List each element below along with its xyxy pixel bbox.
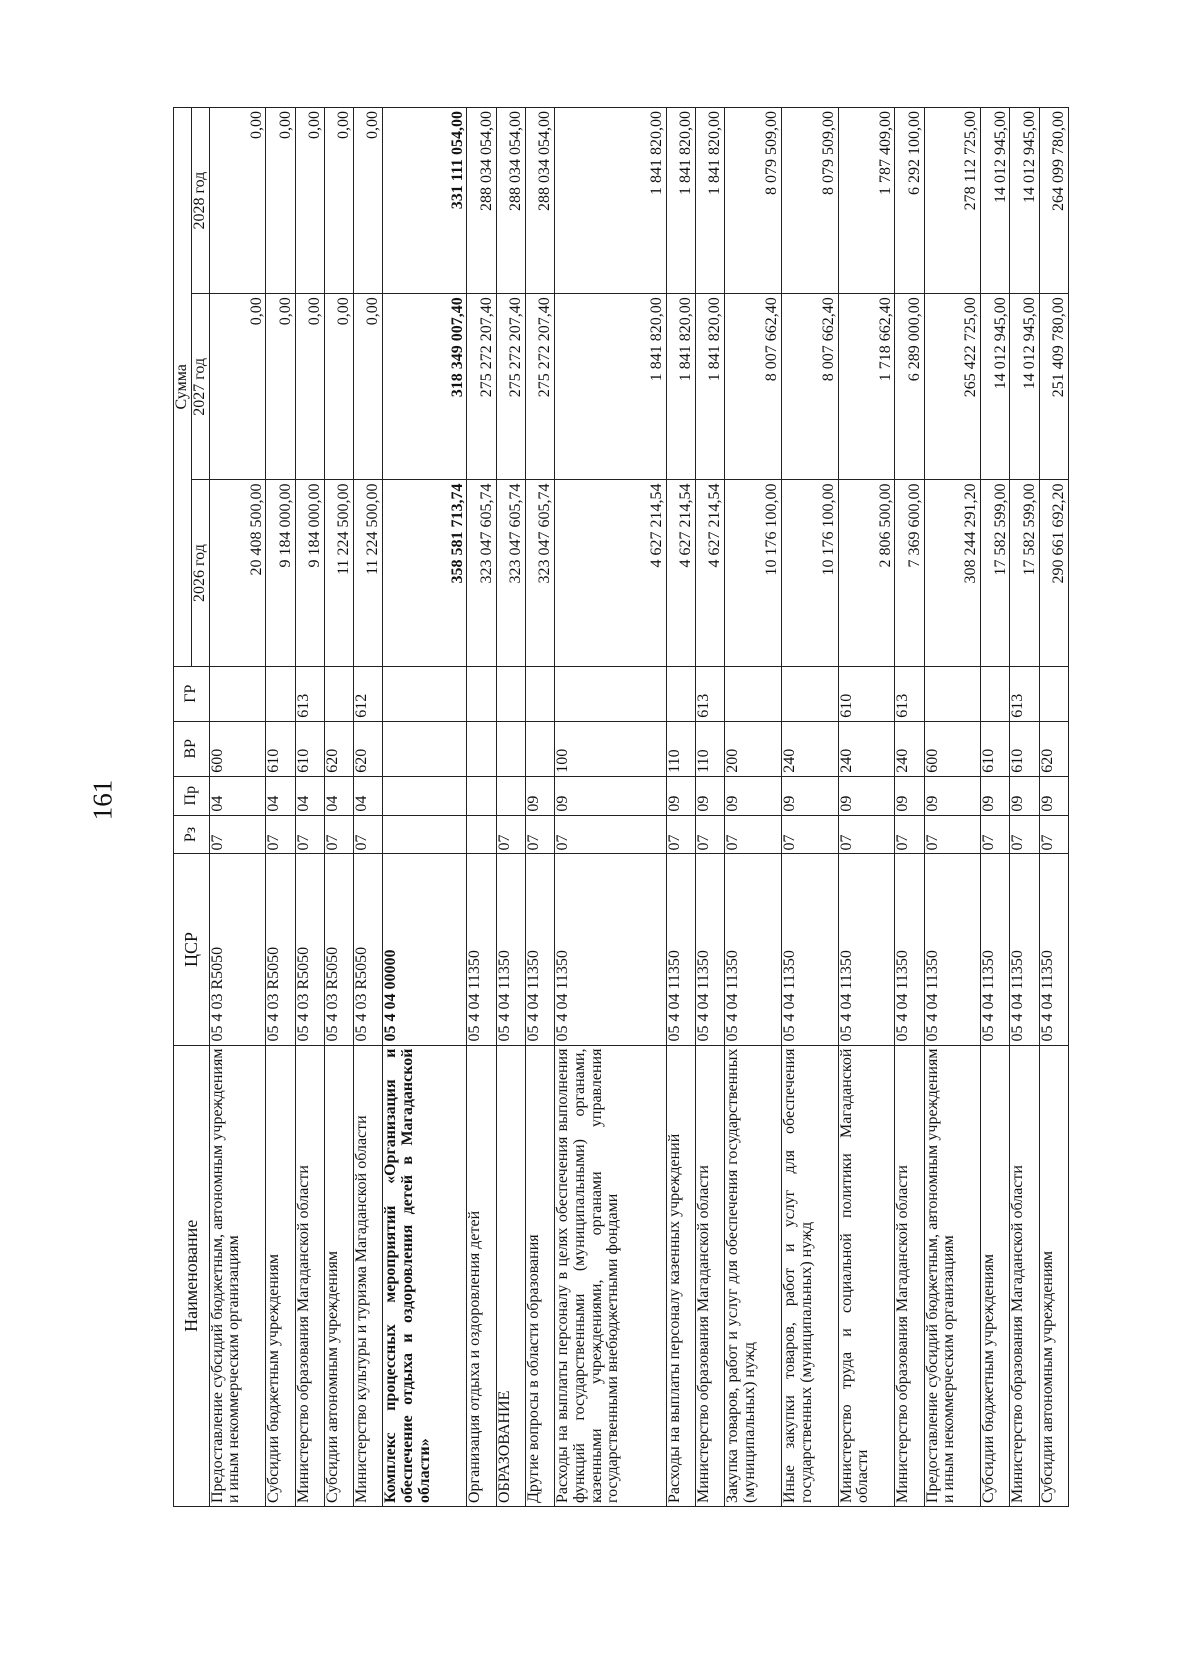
cell-pr: 09 (781, 776, 838, 815)
cell-gr (1039, 666, 1068, 721)
cell-name: Министерство труда и социальной политики Магаданской области (838, 1045, 895, 1506)
cell-sum-2026: 7 369 600,00 (895, 480, 924, 666)
cell-gr (725, 666, 782, 721)
cell-sum-2026: 17 582 599,00 (1010, 480, 1039, 666)
cell-gr: 612 (353, 666, 382, 721)
cell-name: Субсидии бюджетным учреждениям (266, 1045, 295, 1506)
cell-pr (496, 776, 525, 815)
cell-name: Субсидии автономным учреждениям (324, 1045, 353, 1506)
cell-pr: 04 (209, 776, 266, 815)
cell-rz: 07 (695, 815, 724, 854)
cell-name: Министерство образования Магаданской области (1010, 1045, 1039, 1506)
cell-name: Комплекс процессных мероприятий «Организация и обеспечение отдыха и оздоровления детей в Магаданской области» (383, 1045, 467, 1506)
cell-sum-2028: 1 841 820,00 (666, 108, 695, 294)
cell-rz: 07 (895, 815, 924, 854)
cell-vr: 110 (666, 721, 695, 776)
cell-gr: 613 (295, 666, 324, 721)
cell-vr: 200 (725, 721, 782, 776)
cell-pr: 04 (266, 776, 295, 815)
cell-sum-2028: 8 079 509,00 (781, 108, 838, 294)
table-row (266, 108, 295, 1507)
cell-rz: 07 (554, 815, 666, 854)
table-row (525, 108, 554, 1507)
cell-name: Субсидии автономным учреждениям (1039, 1045, 1068, 1506)
cell-pr: 09 (981, 776, 1010, 815)
cell-sum-2028: 0,00 (353, 108, 382, 294)
cell-sum-2028: 6 292 100,00 (895, 108, 924, 294)
header-rz: Рз (174, 815, 210, 854)
cell-sum-2028: 1 787 409,00 (838, 108, 895, 294)
cell-gr (467, 666, 496, 721)
cell-pr: 04 (295, 776, 324, 815)
header-year-2027: 2027 год (191, 294, 209, 480)
cell-rz: 07 (666, 815, 695, 854)
cell-pr: 09 (666, 776, 695, 815)
cell-rz: 07 (496, 815, 525, 854)
cell-csr: 05 4 03 R5050 (266, 854, 295, 1045)
table-row (695, 108, 724, 1507)
cell-vr: 240 (838, 721, 895, 776)
cell-csr: 05 4 03 R5050 (295, 854, 324, 1045)
cell-vr: 620 (353, 721, 382, 776)
cell-pr: 04 (353, 776, 382, 815)
cell-sum-2028: 288 034 054,00 (525, 108, 554, 294)
cell-pr: 09 (895, 776, 924, 815)
cell-pr: 09 (695, 776, 724, 815)
cell-vr: 240 (781, 721, 838, 776)
table-row (838, 108, 895, 1507)
cell-csr: 05 4 04 00000 (383, 854, 467, 1045)
cell-pr: 09 (554, 776, 666, 815)
cell-sum-2026: 323 047 605,74 (467, 480, 496, 666)
cell-gr: 613 (695, 666, 724, 721)
cell-name: Закупка товаров, работ и услуг для обеспечения государственных (муниципальных) нужд (725, 1045, 782, 1506)
cell-rz: 07 (1039, 815, 1068, 854)
cell-sum-2028: 288 034 054,00 (467, 108, 496, 294)
cell-csr: 05 4 03 R5050 (324, 854, 353, 1045)
cell-sum-2027: 14 012 945,00 (981, 294, 1010, 480)
table-row (209, 108, 266, 1507)
cell-vr: 610 (1010, 721, 1039, 776)
cell-sum-2026: 11 224 500,00 (353, 480, 382, 666)
cell-sum-2026: 4 627 214,54 (695, 480, 724, 666)
header-sum: Сумма (174, 108, 192, 667)
cell-sum-2027: 275 272 207,40 (467, 294, 496, 480)
cell-csr: 05 4 04 11350 (666, 854, 695, 1045)
cell-sum-2027: 0,00 (324, 294, 353, 480)
cell-vr: 610 (295, 721, 324, 776)
cell-rz: 07 (725, 815, 782, 854)
cell-pr: 09 (725, 776, 782, 815)
table-row (666, 108, 695, 1507)
table-row (353, 108, 382, 1507)
cell-sum-2026: 9 184 000,00 (295, 480, 324, 666)
cell-rz: 07 (266, 815, 295, 854)
cell-rz: 07 (353, 815, 382, 854)
cell-sum-2026: 20 408 500,00 (209, 480, 266, 666)
cell-vr: 600 (209, 721, 266, 776)
cell-sum-2027: 1 841 820,00 (695, 294, 724, 480)
cell-pr (383, 776, 467, 815)
cell-sum-2028: 0,00 (324, 108, 353, 294)
header-vr: ВР (174, 721, 210, 776)
table-row (895, 108, 924, 1507)
cell-csr: 05 4 04 11350 (981, 854, 1010, 1045)
cell-gr (781, 666, 838, 721)
cell-sum-2026: 323 047 605,74 (496, 480, 525, 666)
cell-sum-2027: 251 409 780,00 (1039, 294, 1068, 480)
cell-csr: 05 4 04 11350 (554, 854, 666, 1045)
table-row (725, 108, 782, 1507)
cell-name: Предоставление субсидий бюджетным, автономным учреждениям и иным некоммерческим организациям (924, 1045, 981, 1506)
cell-sum-2026: 17 582 599,00 (981, 480, 1010, 666)
page-number: 161 (87, 779, 118, 821)
header-pr: Пр (174, 776, 210, 815)
cell-csr: 05 4 04 11350 (838, 854, 895, 1045)
cell-sum-2028: 0,00 (209, 108, 266, 294)
table-row (1010, 108, 1039, 1507)
cell-rz (467, 815, 496, 854)
cell-sum-2026: 10 176 100,00 (781, 480, 838, 666)
cell-csr: 05 4 04 11350 (496, 854, 525, 1045)
cell-sum-2027: 1 841 820,00 (666, 294, 695, 480)
cell-csr: 05 4 04 11350 (1010, 854, 1039, 1045)
cell-sum-2027: 0,00 (266, 294, 295, 480)
cell-sum-2026: 11 224 500,00 (324, 480, 353, 666)
cell-sum-2027: 1 718 662,40 (838, 294, 895, 480)
cell-name: Министерство образования Магаданской области (695, 1045, 724, 1506)
cell-sum-2028: 331 111 054,00 (383, 108, 467, 294)
table-row (496, 108, 525, 1507)
cell-sum-2026: 358 581 713,74 (383, 480, 467, 666)
cell-sum-2028: 14 012 945,00 (1010, 108, 1039, 294)
cell-rz: 07 (525, 815, 554, 854)
cell-sum-2027: 275 272 207,40 (525, 294, 554, 480)
cell-sum-2028: 1 841 820,00 (695, 108, 724, 294)
cell-vr: 110 (695, 721, 724, 776)
cell-sum-2027: 0,00 (353, 294, 382, 480)
cell-csr: 05 4 04 11350 (895, 854, 924, 1045)
header-name: Наименование (174, 1045, 210, 1506)
cell-name: Министерство образования Магаданской области (295, 1045, 324, 1506)
table-row (295, 108, 324, 1507)
cell-csr: 05 4 04 11350 (924, 854, 981, 1045)
cell-gr (666, 666, 695, 721)
cell-sum-2027: 8 007 662,40 (725, 294, 782, 480)
table-row (1039, 108, 1068, 1507)
cell-rz: 07 (981, 815, 1010, 854)
cell-sum-2027: 318 349 007,40 (383, 294, 467, 480)
cell-name: ОБРАЗОВАНИЕ (496, 1045, 525, 1506)
cell-gr (209, 666, 266, 721)
cell-sum-2028: 264 099 780,00 (1039, 108, 1068, 294)
cell-name: Другие вопросы в области образования (525, 1045, 554, 1506)
header-gr: ГР (174, 666, 210, 721)
cell-csr: 05 4 04 11350 (781, 854, 838, 1045)
cell-name: Иные закупки товаров, работ и услуг для обеспечения государственных (муниципальных) нужд (781, 1045, 838, 1506)
cell-vr: 600 (924, 721, 981, 776)
cell-sum-2027: 275 272 207,40 (496, 294, 525, 480)
cell-gr: 613 (1010, 666, 1039, 721)
cell-gr (554, 666, 666, 721)
header-year-2026: 2026 год (191, 480, 209, 666)
cell-vr (496, 721, 525, 776)
table-row (981, 108, 1010, 1507)
cell-sum-2027: 265 422 725,00 (924, 294, 981, 480)
cell-sum-2026: 308 244 291,20 (924, 480, 981, 666)
table-row (554, 108, 666, 1507)
cell-rz (383, 815, 467, 854)
cell-gr (496, 666, 525, 721)
cell-name: Предоставление субсидий бюджетным, автономным учреждениям и иным некоммерческим организациям (209, 1045, 266, 1506)
cell-pr: 09 (1039, 776, 1068, 815)
cell-gr: 613 (895, 666, 924, 721)
cell-pr: 09 (924, 776, 981, 815)
cell-name: Расходы на выплаты персоналу казенных учреждений (666, 1045, 695, 1506)
cell-sum-2028: 288 034 054,00 (496, 108, 525, 294)
cell-csr: 05 4 04 11350 (467, 854, 496, 1045)
cell-gr (324, 666, 353, 721)
cell-vr (383, 721, 467, 776)
cell-sum-2028: 0,00 (266, 108, 295, 294)
budget-table-rotated (173, 107, 1069, 1507)
cell-sum-2028: 278 112 725,00 (924, 108, 981, 294)
cell-rz: 07 (1010, 815, 1039, 854)
cell-name: Субсидии бюджетным учреждениям (981, 1045, 1010, 1506)
cell-name: Министерство культуры и туризма Магаданской области (353, 1045, 382, 1506)
cell-sum-2027: 8 007 662,40 (781, 294, 838, 480)
cell-csr: 05 4 04 11350 (1039, 854, 1068, 1045)
table-header-row (174, 108, 192, 1507)
cell-sum-2026: 2 806 500,00 (838, 480, 895, 666)
cell-vr: 620 (1039, 721, 1068, 776)
cell-rz: 07 (838, 815, 895, 854)
cell-rz: 07 (781, 815, 838, 854)
header-csr: ЦСР (174, 854, 210, 1045)
table-body (209, 108, 1068, 1507)
cell-csr: 05 4 03 R5050 (353, 854, 382, 1045)
cell-rz: 07 (324, 815, 353, 854)
cell-vr (525, 721, 554, 776)
cell-rz: 07 (924, 815, 981, 854)
cell-rz: 07 (209, 815, 266, 854)
cell-csr: 05 4 04 11350 (725, 854, 782, 1045)
cell-sum-2027: 1 841 820,00 (554, 294, 666, 480)
cell-sum-2027: 0,00 (295, 294, 324, 480)
table-row (924, 108, 981, 1507)
cell-gr (981, 666, 1010, 721)
cell-pr: 09 (525, 776, 554, 815)
cell-gr (266, 666, 295, 721)
cell-sum-2026: 4 627 214,54 (666, 480, 695, 666)
cell-name: Расходы на выплаты персоналу в целях обеспечения выполнения функций государственными (муниципальными) органами, казенными учреждениями, органами управления государственными внебюджетными фондами (554, 1045, 666, 1506)
cell-name: Организация отдыха и оздоровления детей (467, 1045, 496, 1506)
table-row (324, 108, 353, 1507)
cell-gr: 610 (838, 666, 895, 721)
cell-csr: 05 4 04 11350 (695, 854, 724, 1045)
cell-vr: 100 (554, 721, 666, 776)
table-row (467, 108, 496, 1507)
cell-vr: 240 (895, 721, 924, 776)
table-row (781, 108, 838, 1507)
cell-vr: 610 (981, 721, 1010, 776)
cell-vr: 620 (324, 721, 353, 776)
cell-sum-2026: 10 176 100,00 (725, 480, 782, 666)
cell-pr: 09 (1010, 776, 1039, 815)
cell-gr (924, 666, 981, 721)
cell-pr: 04 (324, 776, 353, 815)
cell-sum-2028: 1 841 820,00 (554, 108, 666, 294)
cell-pr: 09 (838, 776, 895, 815)
cell-vr: 610 (266, 721, 295, 776)
cell-sum-2026: 290 661 692,20 (1039, 480, 1068, 666)
cell-sum-2027: 6 289 000,00 (895, 294, 924, 480)
cell-gr (383, 666, 467, 721)
cell-vr (467, 721, 496, 776)
cell-csr: 05 4 04 11350 (525, 854, 554, 1045)
cell-sum-2027: 0,00 (209, 294, 266, 480)
cell-pr (467, 776, 496, 815)
cell-sum-2026: 9 184 000,00 (266, 480, 295, 666)
cell-rz: 07 (295, 815, 324, 854)
header-year-2028: 2028 год (191, 108, 209, 294)
cell-sum-2028: 0,00 (295, 108, 324, 294)
cell-sum-2026: 323 047 605,74 (525, 480, 554, 666)
cell-name: Министерство образования Магаданской области (895, 1045, 924, 1506)
cell-gr (525, 666, 554, 721)
cell-sum-2028: 14 012 945,00 (981, 108, 1010, 294)
cell-sum-2026: 4 627 214,54 (554, 480, 666, 666)
budget-table (173, 107, 1069, 1507)
cell-sum-2028: 8 079 509,00 (725, 108, 782, 294)
cell-sum-2027: 14 012 945,00 (1010, 294, 1039, 480)
cell-csr: 05 4 03 R5050 (209, 854, 266, 1045)
table-row (383, 108, 467, 1507)
